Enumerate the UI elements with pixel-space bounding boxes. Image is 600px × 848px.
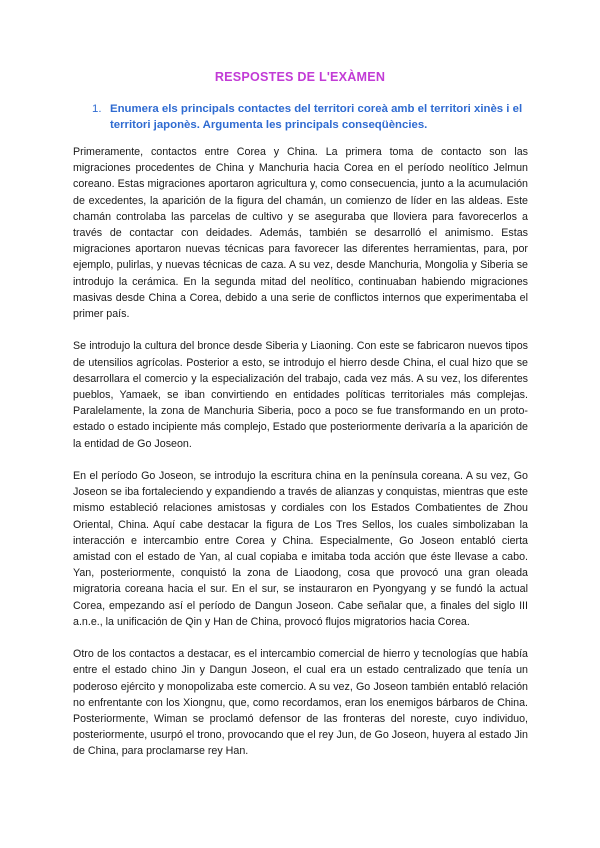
question-text: Enumera els principals contactes del territori coreà amb el territori xinès i el territori japonès. Argumenta les principals conseqüències. — [110, 103, 523, 131]
document-title: RESPOSTES DE L'EXÀMEN — [214, 70, 386, 84]
answer-paragraph-4: Otro de los contactos a destacar, es el intercambio comercial de hierro y tecnologías que había entre el estado chino Jin y Dangun Joseon, el cual era un estado centralizado que tenía un poderoso ejército y monopolizaba este comercio. A su vez, Go Joseon también entabló relación no enfrentante con los Xiongnu, que, como recordamos, eran los enemigos bárbaros de China. Posteriormente, Wiman se proclamó defensor de las fronteras del noreste, cuyo individuo, posteriormente, usurpó el trono, provocando que el rey Jun, de Go Joseon, huyera al estado Jin de China, para proclamarse rey Han. — [73, 648, 528, 758]
answer-paragraph-3: En el período Go Joseon, se introdujo la escritura china en la península coreana. A su vez, Go Joseon se iba fortaleciendo y expandiendo a través de alianzas y conquistas, mientras que este mismo estableció relaciones amistosas y cordiales con los Estados Combatientes de Zhou Oriental, China. Aquí cabe destacar la figura de Los Tres Sellos, los cuales simbolizaban la interacción e intercambio entre Corea y China. Especialmente, Go Joseon entabló cierta amistad con el estado de Yan, al cual copiaba e imitaba toda acción que éste llevase a cabo. Yan, posteriormente, conquistó la zona de Liaodong, cosa que provocó una gran oleada migratoria coreana hacia el sur. En el sur, se instauraron en Pyongyang y se fundó la actual Corea, empezando así el período de Dangun Joseon. Cabe señalar que, a finales del siglo III a.n.e., la unificación de Qin y Han de China, provocó flujos migratorios hacia Corea. — [73, 470, 528, 628]
question-item — [92, 101, 532, 133]
answer-body — [73, 144, 528, 776]
answer-paragraph-1: Primeramente, contactos entre Corea y China. La primera toma de contacto son las migraciones procedentes de China y Manchuria hacia Corea en el período neolítico Jelmun coreano. Estas migraciones aportaron agricultura y, como consecuencia, junto a la acumulación de excedentes, la aparición de la figura del chamán, un comienzo de líder en las aldeas. Este chamán controlaba las parcelas de cultivo y se aseguraba que lloviera para favorecerlos a través de contactar con deidades. Además, también se desarrolló el animismo. Estas migraciones aportaron nuevas técnicas para favorecer las diferentes herramientas, para, por ejemplo, pulirlas, y nuevas técnicas de caza. A su vez, desde Manchuria, Mongolia y Siberia se introdujo la cerámica. En la segunda mitad del neolítico, continuaban habiendo migraciones masivas desde China a Corea, debido a una serie de conflictos internos que experimentaba el primer país. — [73, 146, 528, 321]
answer-paragraph-2: Se introdujo la cultura del bronce desde Siberia y Liaoning. Con este se fabricaron nuevos tipos de utensilios agrícolas. Posterior a esto, se introdujo el hierro desde China, el cual hizo que se desarrollara el comercio y la especialización del trabajo, cada vez más. A su vez, los diferentes pueblos, Yamaek, se iban convirtiendo en entidades políticas territoriales más complejas. Paralelamente, la zona de Manchuria Siberia, poco a poco se fue transformando en un proto-estado o estado incipiente más complejo, Estado que posteriormente derivaría a la aparición de la entidad de Go Joseon. — [73, 340, 528, 450]
question-number: 1. — [92, 103, 102, 115]
